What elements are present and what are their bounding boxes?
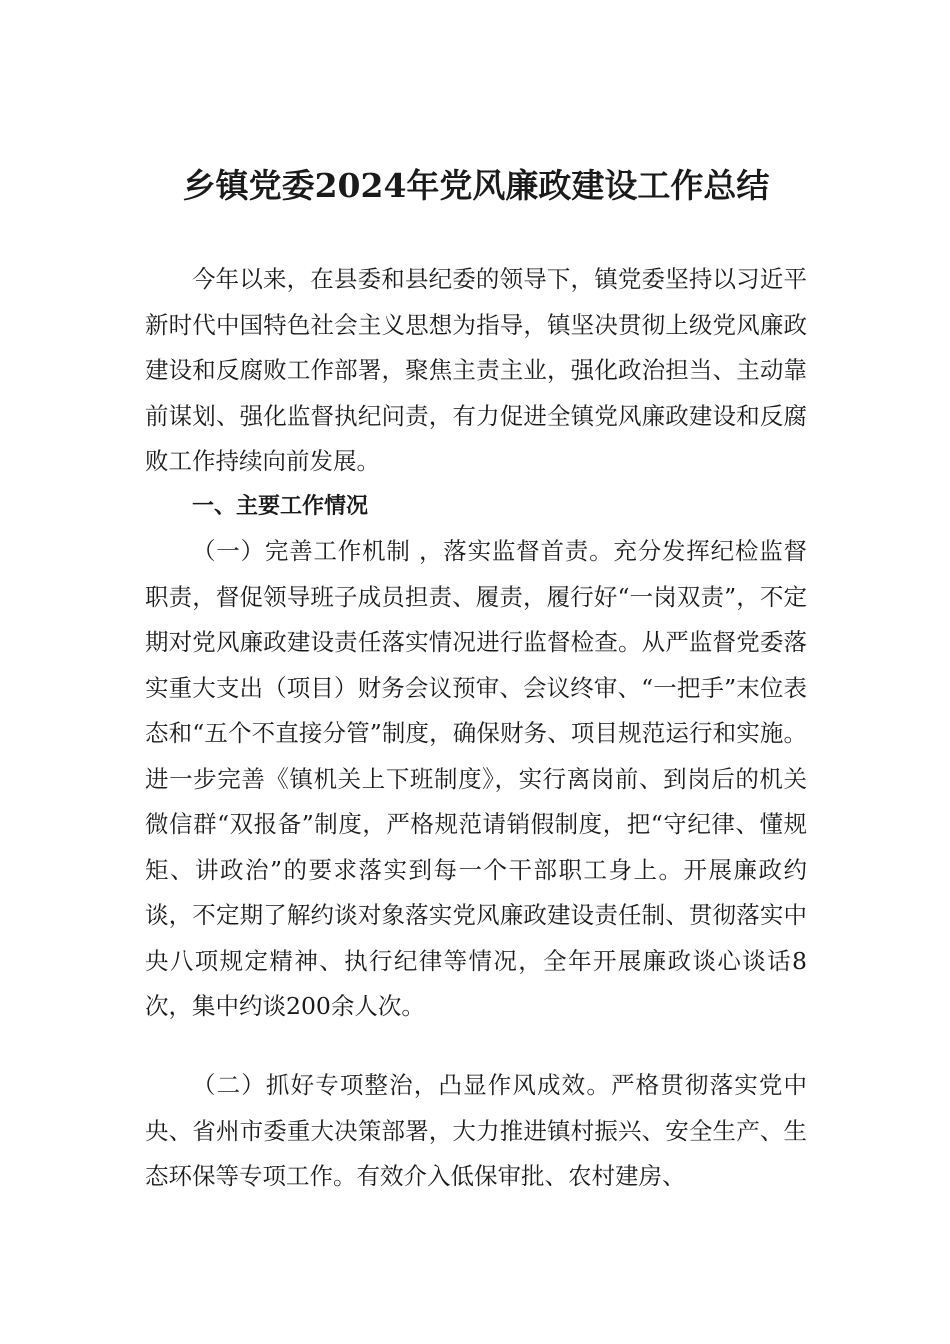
intro-paragraph: 今年以来，在县委和县纪委的领导下，镇党委坚持以习近平新时代中国特色社会主义思想为指导，镇坚决贯彻上级党风廉政建设和反腐败工作部署，聚焦主责主业，强化政治担当、主动靠前谋划、强化监督执纪问责，有力促进全镇党风廉政建设和反腐败工作持续向前发展。: [145, 265, 807, 475]
section-1-body: 充分发挥纪检监督职责，督促领导班子成员担责、履责，履行好“一岗双责”，不定期对党风廉政建设责任落实情况进行监督检查。从严监督党委落实重大支出（项目）财务会议预审、会议终审、“一把手”末位表态和“五个不直接分管”制度，确保财务、项目规范运行和实施。进一步完善《镇机关上下班制度》，实行离岗前、到岗后的机关微信群“双报备”制度，严格规范请销假制度，把“守纪律、懂规矩、讲政治”的要求落实到每一个干部职工身上。开展廉政约谈，不定期了解约谈对象落实党风廉政建设责任制、贯彻落实中央八项规定精神、执行纪律等情况，全年开展廉政谈心谈话8次，集中约谈200余人次。: [145, 537, 807, 1020]
section-2-paragraph: [145, 1063, 807, 1200]
section-1-paragraph: [145, 529, 807, 1030]
document-title: 乡镇党委2024年党风廉政建设工作总结: [182, 166, 770, 205]
section-1-lead: （一）完善工作机制 ，落实监督首责。: [192, 537, 614, 565]
section-heading-main-work: 一、主要工作情况: [192, 494, 369, 519]
section-2-lead: （二）抓好专项整治，凸显作风成效。: [192, 1071, 611, 1099]
section-2-body: 严格贯彻落实党中央、省州市委重大决策部署，大力推进镇村振兴、安全生产、生态环保等专项工作。有效介入低保审批、农村建房、: [145, 1071, 808, 1190]
